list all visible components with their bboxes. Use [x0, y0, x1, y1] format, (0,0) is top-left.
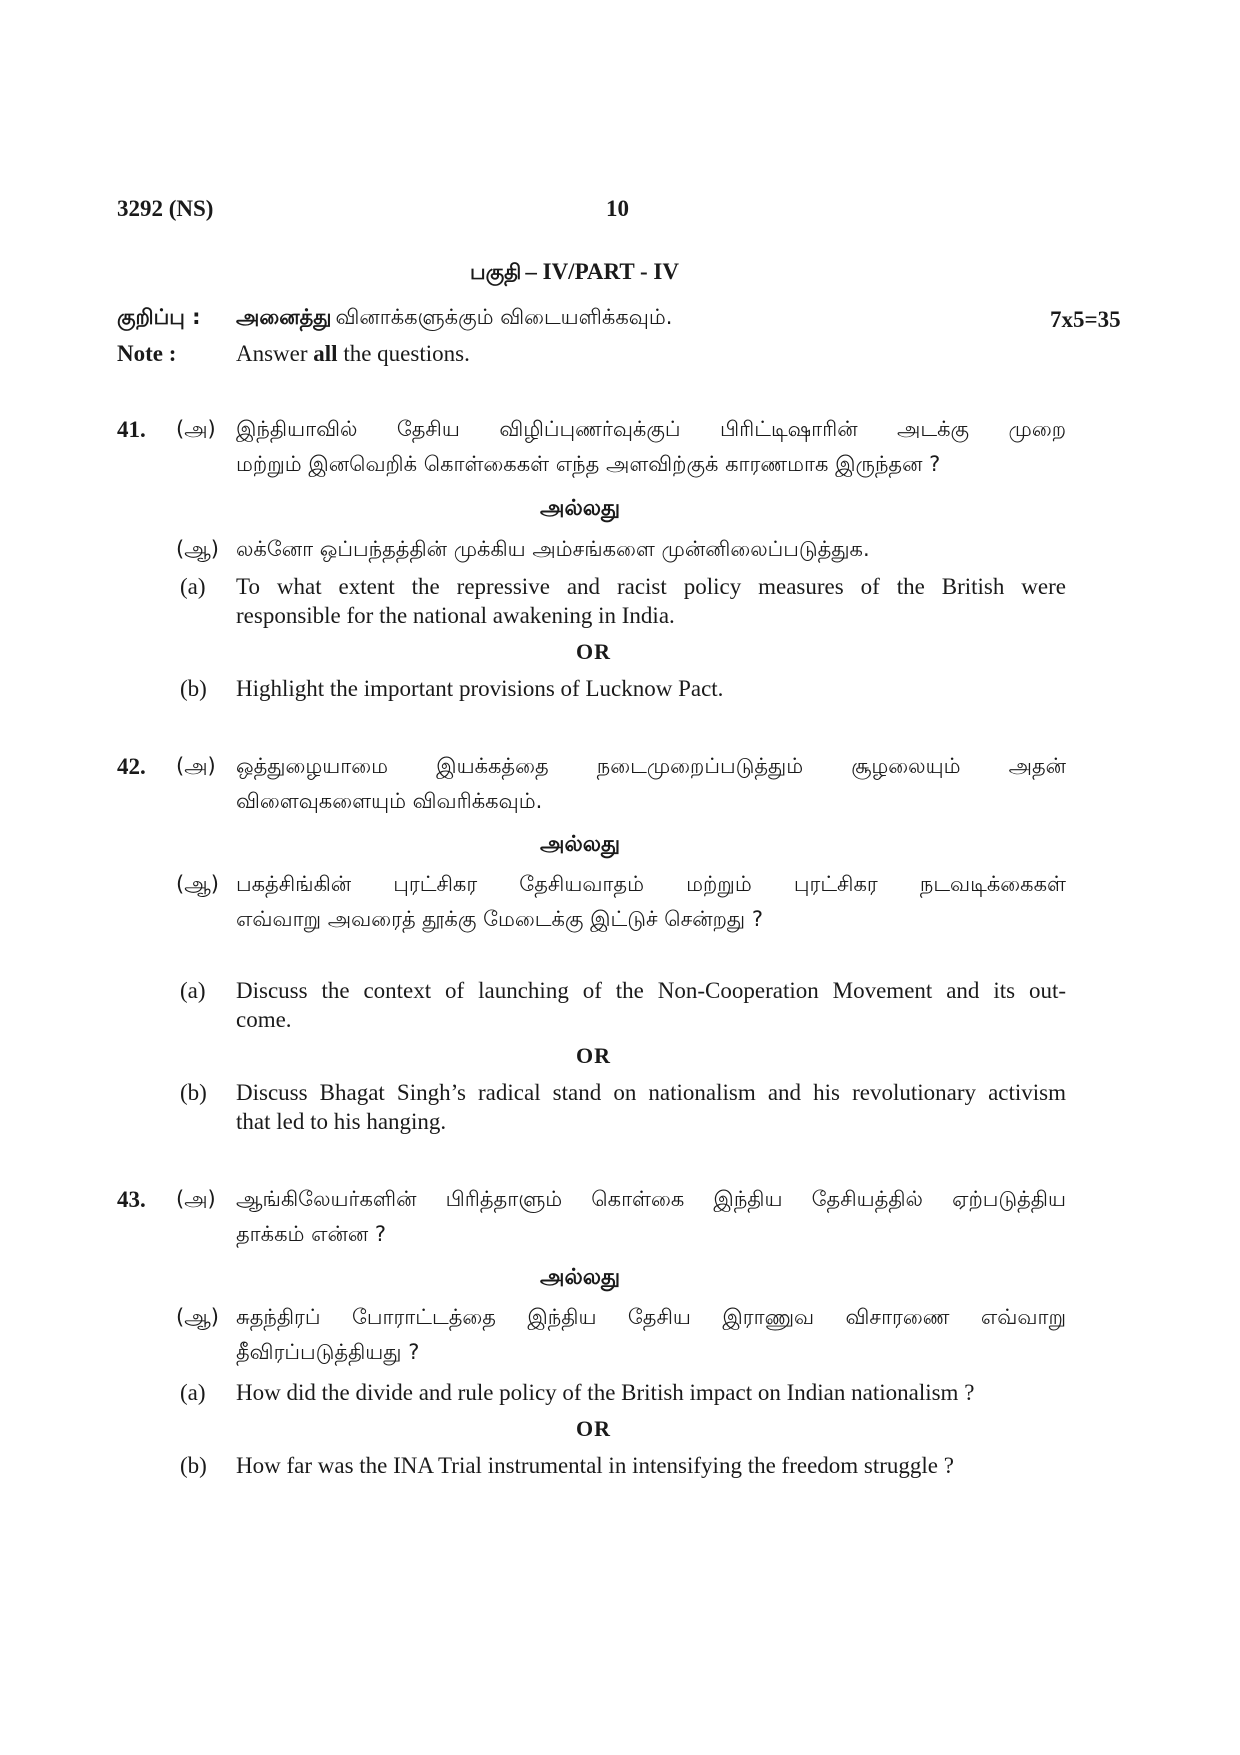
question-text: தாக்கம் என்ன ? [236, 1222, 387, 1246]
question-text: மற்றும் இனவெறிக் கொள்கைகள் எந்த அளவிற்குக் காரணமாக இருந்தன ? [236, 452, 941, 476]
option-marker: (அ) [176, 1187, 216, 1211]
option-marker: (a) [180, 1380, 206, 1405]
or-separator-tamil: அல்லது [540, 496, 621, 521]
paper-code: 3292 (NS) [117, 196, 214, 221]
question-text: விளைவுகளையும் விவரிக்கவும். [236, 789, 543, 813]
note-label-tamil: குறிப்பு : [117, 305, 201, 329]
part-title-english: – IV/PART - IV [525, 259, 679, 284]
part-title [470, 259, 679, 287]
question-number: 42. [117, 754, 146, 779]
question-number: 43. [117, 1187, 146, 1212]
note-text-english [236, 341, 470, 367]
option-marker: (a) [180, 574, 206, 599]
question-text: responsible for the national awakening in India. [236, 603, 675, 628]
question-text: தீவிரப்படுத்தியது ? [236, 1340, 420, 1364]
or-separator-tamil: அல்லது [540, 832, 621, 857]
question-text: How far was the INA Trial instrumental in intensifying the freedom struggle ? [236, 1453, 954, 1478]
option-marker: (b) [180, 676, 207, 701]
question-text: come. [236, 1007, 292, 1032]
note-en-post: the questions. [343, 341, 470, 366]
question-text: Discuss Bhagat Singh’s radical stand on nationalism and his revolutionary activism [236, 1080, 1066, 1105]
part-title-tamil: பகுதி [470, 260, 522, 284]
option-marker: (b) [180, 1453, 207, 1478]
option-marker: (ஆ) [176, 1305, 219, 1329]
option-marker: (ஆ) [176, 872, 219, 896]
question-text: ஆங்கிலேயர்களின் பிரித்தாளும் கொள்கை இந்திய தேசியத்தில் ஏற்படுத்திய [236, 1187, 1066, 1211]
question-number: 41. [117, 417, 146, 442]
option-marker: (a) [180, 978, 206, 1003]
note-tamil-bold: அனைத்து [236, 305, 332, 329]
option-marker: (ஆ) [176, 537, 219, 561]
note-text-tamil [236, 305, 672, 332]
question-text: எவ்வாறு அவரைத் தூக்கு மேடைக்கு இட்டுச் சென்றது ? [236, 907, 763, 931]
question-text: To what extent the repressive and racist policy measures of the British were [236, 574, 1066, 599]
option-marker: (அ) [176, 754, 216, 778]
note-tamil-rest: வினாக்களுக்கும் விடையளிக்கவும். [335, 305, 673, 329]
or-separator-tamil: அல்லது [540, 1265, 621, 1290]
marks-allocation: 7x5=35 [1050, 307, 1121, 332]
option-marker: (b) [180, 1080, 207, 1105]
question-text: Discuss the context of launching of the Non-Cooperation Movement and its out- [236, 978, 1066, 1003]
question-text: பகத்சிங்கின் புரட்சிகர தேசியவாதம் மற்றும் புரட்சிகர நடவடிக்கைகள் [236, 872, 1066, 896]
question-text: How did the divide and rule policy of the British impact on Indian nationalism ? [236, 1380, 975, 1405]
option-marker: (அ) [176, 417, 216, 441]
question-text: சுதந்திரப் போராட்டத்தை இந்திய தேசிய இராணுவ விசாரணை எவ்வாறு [236, 1305, 1066, 1329]
note-en-bold: all [313, 341, 338, 366]
or-separator-english: OR [576, 1043, 611, 1068]
or-separator-english: OR [576, 1416, 611, 1441]
question-text: that led to his hanging. [236, 1109, 447, 1134]
question-text: Highlight the important provisions of Lucknow Pact. [236, 676, 724, 701]
or-separator-english: OR [576, 639, 611, 664]
note-en-pre: Answer [236, 341, 308, 366]
question-text: ஒத்துழையாமை இயக்கத்தை நடைமுறைப்படுத்தும் சூழலையும் அதன் [236, 754, 1066, 778]
note-label-english: Note : [117, 341, 177, 366]
question-text: லக்னோ ஒப்பந்தத்தின் முக்கிய அம்சங்களை முன்னிலைப்படுத்துக. [236, 537, 870, 561]
page-number: 10 [606, 196, 629, 221]
question-text: இந்தியாவில் தேசிய விழிப்புணர்வுக்குப் பிரிட்டிஷாரின் அடக்கு முறை [236, 417, 1066, 441]
